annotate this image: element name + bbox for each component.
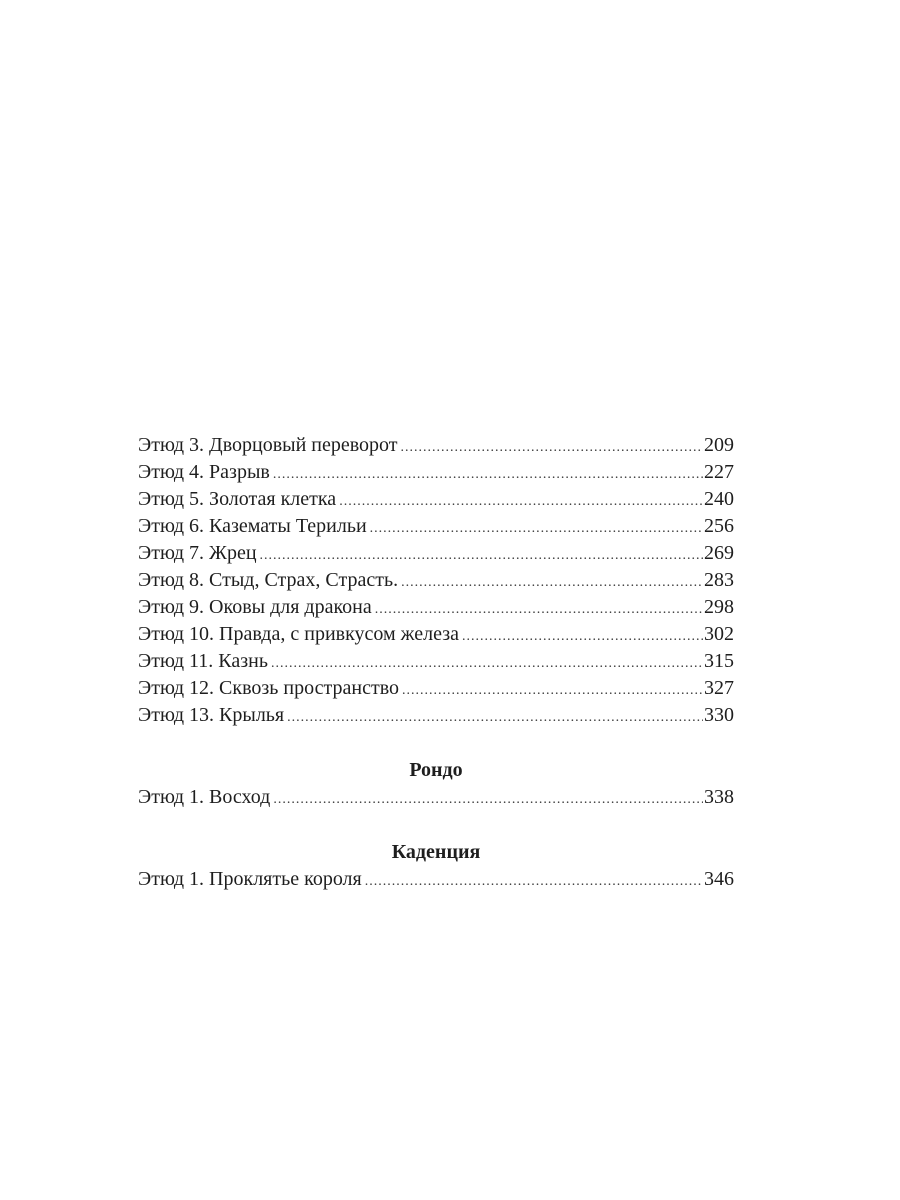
entry-title: Этюд 7. Жрец xyxy=(138,542,257,564)
section-heading-rondo: Рондо xyxy=(409,759,463,781)
toc-entry xyxy=(138,702,734,729)
toc-entry xyxy=(138,513,734,540)
toc-entry xyxy=(138,866,734,893)
entry-page-number: 315 xyxy=(704,650,734,672)
entry-title: Этюд 6. Казематы Терильи xyxy=(138,515,367,537)
entry-title: Этюд 4. Разрыв xyxy=(138,461,270,483)
toc-entry xyxy=(138,459,734,486)
entry-title: Этюд 9. Оковы для дракона xyxy=(138,596,372,618)
entry-page-number: 209 xyxy=(704,434,734,456)
leader-dots xyxy=(401,569,703,596)
entry-page-number: 227 xyxy=(704,461,734,483)
entry-title: Этюд 8. Стыд, Страх, Страсть. xyxy=(138,569,399,591)
toc-entry xyxy=(138,567,734,594)
table-of-contents xyxy=(138,432,734,893)
entry-page-number: 338 xyxy=(704,786,734,808)
entry-title: Этюд 11. Казнь xyxy=(138,650,268,672)
leader-dots xyxy=(260,542,703,569)
leader-dots xyxy=(273,461,703,488)
toc-entries xyxy=(138,432,734,729)
entry-page-number: 346 xyxy=(704,868,734,890)
leader-dots xyxy=(273,786,703,813)
entry-title: Этюд 10. Правда, с привкусом железа xyxy=(138,623,459,645)
entry-page-number: 283 xyxy=(704,569,734,591)
toc-entry xyxy=(138,432,734,459)
entry-title: Этюд 3. Дворцовый переворот xyxy=(138,434,398,456)
leader-dots xyxy=(462,623,703,650)
entry-page-number: 302 xyxy=(704,623,734,645)
leader-dots xyxy=(287,704,703,731)
entry-page-number: 330 xyxy=(704,704,734,726)
leader-dots xyxy=(402,677,703,704)
toc-entry xyxy=(138,540,734,567)
toc-entry xyxy=(138,621,734,648)
toc-entry xyxy=(138,648,734,675)
toc-entry xyxy=(138,784,734,811)
entry-title: Этюд 1. Проклятье короля xyxy=(138,868,362,890)
toc-entry xyxy=(138,675,734,702)
toc-entry xyxy=(138,594,734,621)
entry-page-number: 269 xyxy=(704,542,734,564)
entry-page-number: 240 xyxy=(704,488,734,510)
section-gap xyxy=(138,729,734,757)
section-gap xyxy=(138,811,734,839)
leader-dots xyxy=(401,434,703,461)
entry-title: Этюд 1. Восход xyxy=(138,786,271,808)
leader-dots xyxy=(271,650,703,677)
entry-title: Этюд 13. Крылья xyxy=(138,704,285,726)
leader-dots xyxy=(370,515,703,542)
entry-page-number: 298 xyxy=(704,596,734,618)
entry-page-number: 256 xyxy=(704,515,734,537)
entry-title: Этюд 5. Золотая клетка xyxy=(138,488,337,510)
leader-dots xyxy=(375,596,703,623)
leader-dots xyxy=(365,868,703,895)
entry-page-number: 327 xyxy=(704,677,734,699)
toc-entry xyxy=(138,486,734,513)
leader-dots xyxy=(339,488,703,515)
entry-title: Этюд 12. Сквозь пространство xyxy=(138,677,399,699)
section-heading-cadenza: Каденция xyxy=(391,841,481,863)
